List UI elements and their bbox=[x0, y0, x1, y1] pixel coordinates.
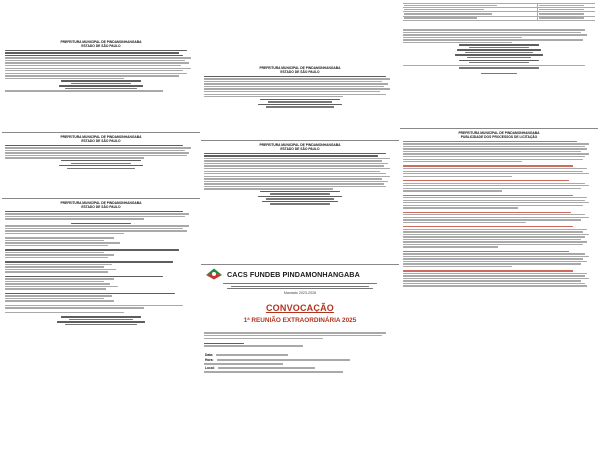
decree-block-2 bbox=[2, 132, 200, 194]
convocacao-title: CONVOCAÇÃO bbox=[265, 303, 334, 314]
cacs-logo-icon bbox=[205, 267, 223, 281]
decree-block-4 bbox=[201, 140, 399, 260]
cacs-local-row: Local: bbox=[201, 365, 399, 370]
cacs-header bbox=[201, 265, 399, 281]
portaria-block bbox=[2, 198, 200, 450]
cacs-mandato: Mandato 2023-2026 bbox=[283, 291, 317, 296]
decree-continuation bbox=[400, 28, 598, 124]
column-middle bbox=[201, 0, 399, 450]
reuniao-title: 1ª REUNIÃO EXTRAORDINÁRIA 2025 bbox=[243, 317, 357, 325]
decree-block-1 bbox=[2, 38, 200, 128]
item-table bbox=[400, 2, 598, 26]
decree-header: PREFEITURA MUNICIPAL DE PINDAMONHANGABA ESTADO DE SÃO PAULO bbox=[259, 65, 341, 74]
cacs-data-row: Data: bbox=[201, 352, 399, 357]
column-right bbox=[400, 0, 598, 450]
licitacoes-header: PREFEITURA MUNICIPAL DE PINDAMONHANGABA PUBLICIDADE DOS PROCESSOS DE LICITAÇÃO bbox=[458, 130, 540, 139]
item-table-grid bbox=[403, 3, 595, 21]
cacs-title: CACS FUNDEB PINDAMONHANGABA bbox=[227, 269, 360, 279]
decree-block-3 bbox=[201, 64, 399, 136]
column-left bbox=[2, 0, 200, 450]
portaria-header: PREFEITURA MUNICIPAL DE PINDAMONHANGABA ESTADO DE SÃO PAULO bbox=[60, 200, 142, 209]
cacs-convocacao bbox=[201, 264, 399, 450]
decree-header: PREFEITURA MUNICIPAL DE PINDAMONHANGABA ESTADO DE SÃO PAULO bbox=[60, 134, 142, 143]
decree-header: PREFEITURA MUNICIPAL DE PINDAMONHANGABA ESTADO DE SÃO PAULO bbox=[259, 142, 341, 151]
decree-header: PREFEITURA MUNICIPAL DE PINDAMONHANGABA ESTADO DE SÃO PAULO bbox=[60, 39, 142, 48]
cacs-hora-row: Hora: bbox=[201, 357, 399, 362]
licitacoes-block bbox=[400, 128, 598, 450]
